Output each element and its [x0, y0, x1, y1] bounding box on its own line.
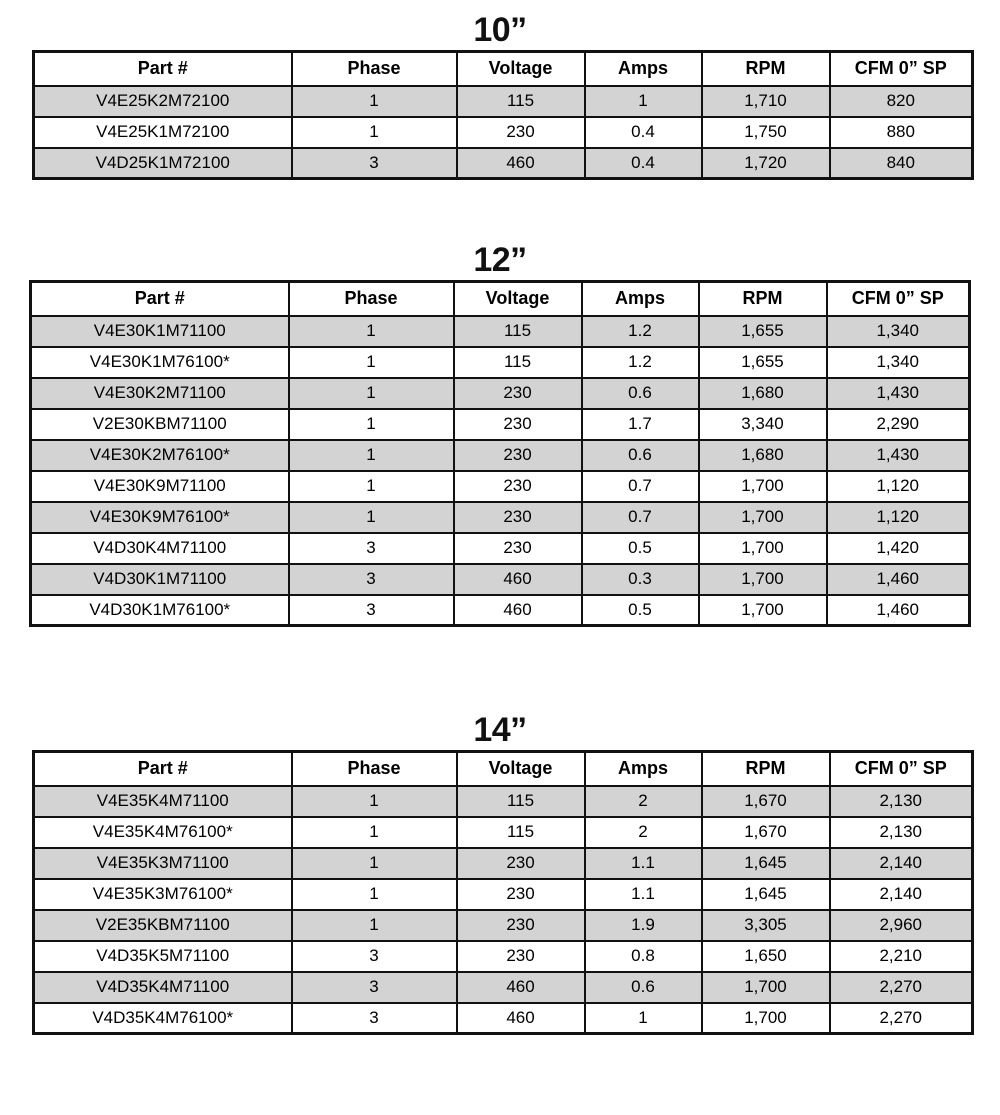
- header-row: [34, 52, 973, 86]
- cell-voltage: 460: [457, 1003, 585, 1034]
- cell-part: V4D25K1M72100: [34, 148, 292, 179]
- cell-rpm: 1,700: [699, 502, 827, 533]
- cell-part: V4E35K4M76100*: [34, 817, 292, 848]
- table-row: [34, 148, 973, 179]
- table-row: [34, 879, 973, 910]
- cell-rpm: 1,720: [702, 148, 830, 179]
- cell-part: V4D30K4M71100: [31, 533, 289, 564]
- spec-table-10in: [32, 50, 974, 180]
- cell-voltage: 230: [457, 848, 585, 879]
- table-body-12in: [31, 316, 970, 626]
- cell-amps: 0.3: [582, 564, 699, 595]
- table-row: [34, 817, 973, 848]
- header-row: [31, 282, 970, 316]
- cell-phase: 3: [289, 595, 454, 626]
- table-header-14in: [34, 752, 973, 786]
- cell-part: V4E30K2M76100*: [31, 440, 289, 471]
- cell-amps: 0.4: [585, 117, 702, 148]
- cell-part: V4D35K5M71100: [34, 941, 292, 972]
- table-wrapper-12in: [29, 280, 1000, 627]
- cell-amps: 1.1: [585, 848, 702, 879]
- cell-phase: 3: [292, 1003, 457, 1034]
- cell-cfm: 1,420: [827, 533, 970, 564]
- cell-cfm: 2,210: [830, 941, 973, 972]
- cell-rpm: 1,700: [702, 972, 830, 1003]
- cell-amps: 0.5: [582, 533, 699, 564]
- cell-phase: 1: [292, 910, 457, 941]
- cell-part: V2E35KBM71100: [34, 910, 292, 941]
- column-header-rpm: RPM: [702, 52, 830, 86]
- cell-rpm: 1,670: [702, 817, 830, 848]
- cell-amps: 1.7: [582, 409, 699, 440]
- cell-voltage: 115: [454, 316, 582, 347]
- cell-part: V4E35K3M71100: [34, 848, 292, 879]
- cell-phase: 3: [292, 941, 457, 972]
- table-row: [31, 409, 970, 440]
- table-row: [34, 86, 973, 117]
- column-header-amps: Amps: [582, 282, 699, 316]
- cell-voltage: 230: [454, 409, 582, 440]
- cell-voltage: 460: [457, 148, 585, 179]
- cell-part: V4E30K9M71100: [31, 471, 289, 502]
- cell-voltage: 460: [454, 595, 582, 626]
- cell-rpm: 1,670: [702, 786, 830, 817]
- cell-cfm: 1,430: [827, 378, 970, 409]
- cell-amps: 0.7: [582, 471, 699, 502]
- cell-phase: 3: [292, 148, 457, 179]
- table-row: [34, 1003, 973, 1034]
- cell-cfm: 1,460: [827, 564, 970, 595]
- cell-part: V2E30KBM71100: [31, 409, 289, 440]
- cell-cfm: 1,120: [827, 471, 970, 502]
- cell-amps: 1: [585, 86, 702, 117]
- cell-amps: 0.4: [585, 148, 702, 179]
- cell-amps: 2: [585, 817, 702, 848]
- cell-cfm: 2,270: [830, 972, 973, 1003]
- cell-rpm: 1,655: [699, 347, 827, 378]
- cell-amps: 1: [585, 1003, 702, 1034]
- section-title-14in: 14”: [473, 711, 527, 749]
- cell-part: V4D30K1M71100: [31, 564, 289, 595]
- column-header-voltage: Voltage: [457, 52, 585, 86]
- cell-voltage: 230: [454, 502, 582, 533]
- table-row: [31, 471, 970, 502]
- table-row: [31, 595, 970, 626]
- cell-cfm: 1,460: [827, 595, 970, 626]
- column-header-phase: Phase: [289, 282, 454, 316]
- table-row: [34, 972, 973, 1003]
- spec-table-12in: [29, 280, 971, 627]
- table-row: [31, 502, 970, 533]
- cell-part: V4E25K1M72100: [34, 117, 292, 148]
- column-header-cfm: CFM 0” SP: [830, 52, 973, 86]
- column-header-cfm: CFM 0” SP: [830, 752, 973, 786]
- cell-amps: 1.2: [582, 316, 699, 347]
- cell-voltage: 115: [457, 86, 585, 117]
- table-body-14in: [34, 786, 973, 1034]
- cell-phase: 3: [289, 533, 454, 564]
- cell-voltage: 230: [457, 879, 585, 910]
- cell-cfm: 2,290: [827, 409, 970, 440]
- table-row: [34, 786, 973, 817]
- cell-part: V4E30K2M71100: [31, 378, 289, 409]
- cell-phase: 1: [289, 502, 454, 533]
- cell-amps: 2: [585, 786, 702, 817]
- cell-cfm: 1,340: [827, 347, 970, 378]
- cell-phase: 1: [289, 440, 454, 471]
- cell-rpm: 1,700: [699, 564, 827, 595]
- cell-phase: 1: [289, 347, 454, 378]
- cell-phase: 1: [289, 409, 454, 440]
- cell-part: V4E30K1M76100*: [31, 347, 289, 378]
- cell-rpm: 3,340: [699, 409, 827, 440]
- cell-voltage: 115: [457, 786, 585, 817]
- cell-voltage: 460: [454, 564, 582, 595]
- cell-part: V4E30K1M71100: [31, 316, 289, 347]
- cell-voltage: 230: [457, 117, 585, 148]
- cell-part: V4E25K2M72100: [34, 86, 292, 117]
- column-header-part: Part #: [31, 282, 289, 316]
- cell-phase: 1: [292, 817, 457, 848]
- column-header-amps: Amps: [585, 752, 702, 786]
- cell-rpm: 1,650: [702, 941, 830, 972]
- cell-cfm: 1,120: [827, 502, 970, 533]
- table-row: [34, 117, 973, 148]
- cell-phase: 1: [289, 378, 454, 409]
- cell-cfm: 2,140: [830, 848, 973, 879]
- cell-voltage: 230: [454, 378, 582, 409]
- table-header-12in: [31, 282, 970, 316]
- column-header-amps: Amps: [585, 52, 702, 86]
- cell-part: V4E30K9M76100*: [31, 502, 289, 533]
- table-row: [34, 910, 973, 941]
- column-header-rpm: RPM: [699, 282, 827, 316]
- cell-voltage: 115: [454, 347, 582, 378]
- cell-voltage: 230: [454, 440, 582, 471]
- column-header-phase: Phase: [292, 52, 457, 86]
- cell-rpm: 3,305: [702, 910, 830, 941]
- spec-section-10in: [0, 10, 1000, 180]
- cell-part: V4D35K4M71100: [34, 972, 292, 1003]
- cell-amps: 0.6: [582, 440, 699, 471]
- cell-cfm: 2,130: [830, 786, 973, 817]
- cell-cfm: 1,430: [827, 440, 970, 471]
- column-header-phase: Phase: [292, 752, 457, 786]
- cell-phase: 1: [292, 879, 457, 910]
- cell-amps: 1.1: [585, 879, 702, 910]
- cell-voltage: 230: [457, 941, 585, 972]
- cell-phase: 1: [292, 117, 457, 148]
- cell-voltage: 230: [454, 533, 582, 564]
- table-row: [31, 316, 970, 347]
- cell-phase: 3: [289, 564, 454, 595]
- cell-cfm: 880: [830, 117, 973, 148]
- cell-phase: 3: [292, 972, 457, 1003]
- cell-rpm: 1,710: [702, 86, 830, 117]
- cell-voltage: 230: [457, 910, 585, 941]
- table-row: [31, 378, 970, 409]
- cell-phase: 1: [289, 471, 454, 502]
- cell-rpm: 1,680: [699, 378, 827, 409]
- cell-cfm: 2,140: [830, 879, 973, 910]
- cell-amps: 1.2: [582, 347, 699, 378]
- table-header-10in: [34, 52, 973, 86]
- table-wrapper-14in: [32, 750, 1000, 1035]
- spec-section-12in: [0, 240, 1000, 627]
- cell-part: V4E35K4M71100: [34, 786, 292, 817]
- cell-phase: 1: [292, 86, 457, 117]
- column-header-voltage: Voltage: [457, 752, 585, 786]
- cell-cfm: 820: [830, 86, 973, 117]
- header-row: [34, 752, 973, 786]
- cell-phase: 1: [292, 786, 457, 817]
- cell-amps: 0.6: [582, 378, 699, 409]
- column-header-voltage: Voltage: [454, 282, 582, 316]
- spec-table-14in: [32, 750, 974, 1035]
- spec-section-14in: [0, 710, 1000, 1035]
- cell-phase: 1: [289, 316, 454, 347]
- table-row: [31, 564, 970, 595]
- section-title-12in: 12”: [473, 241, 527, 279]
- cell-voltage: 460: [457, 972, 585, 1003]
- cell-rpm: 1,700: [699, 471, 827, 502]
- cell-amps: 0.7: [582, 502, 699, 533]
- cell-amps: 1.9: [585, 910, 702, 941]
- cell-cfm: 1,340: [827, 316, 970, 347]
- cell-part: V4D35K4M76100*: [34, 1003, 292, 1034]
- table-row: [34, 941, 973, 972]
- column-header-rpm: RPM: [702, 752, 830, 786]
- cell-amps: 0.6: [585, 972, 702, 1003]
- cell-amps: 0.5: [582, 595, 699, 626]
- cell-rpm: 1,750: [702, 117, 830, 148]
- column-header-part: Part #: [34, 52, 292, 86]
- column-header-part: Part #: [34, 752, 292, 786]
- cell-cfm: 2,130: [830, 817, 973, 848]
- table-row: [31, 533, 970, 564]
- table-row: [31, 440, 970, 471]
- cell-rpm: 1,700: [702, 1003, 830, 1034]
- cell-rpm: 1,700: [699, 595, 827, 626]
- cell-voltage: 115: [457, 817, 585, 848]
- cell-rpm: 1,645: [702, 848, 830, 879]
- cell-phase: 1: [292, 848, 457, 879]
- cell-rpm: 1,700: [699, 533, 827, 564]
- cell-rpm: 1,645: [702, 879, 830, 910]
- cell-cfm: 2,270: [830, 1003, 973, 1034]
- cell-cfm: 840: [830, 148, 973, 179]
- cell-voltage: 230: [454, 471, 582, 502]
- cell-rpm: 1,655: [699, 316, 827, 347]
- cell-amps: 0.8: [585, 941, 702, 972]
- cell-rpm: 1,680: [699, 440, 827, 471]
- table-row: [34, 848, 973, 879]
- section-title-10in: 10”: [473, 11, 527, 49]
- cell-part: V4E35K3M76100*: [34, 879, 292, 910]
- table-body-10in: [34, 86, 973, 179]
- cell-part: V4D30K1M76100*: [31, 595, 289, 626]
- table-wrapper-10in: [32, 50, 1000, 180]
- column-header-cfm: CFM 0” SP: [827, 282, 970, 316]
- cell-cfm: 2,960: [830, 910, 973, 941]
- table-row: [31, 347, 970, 378]
